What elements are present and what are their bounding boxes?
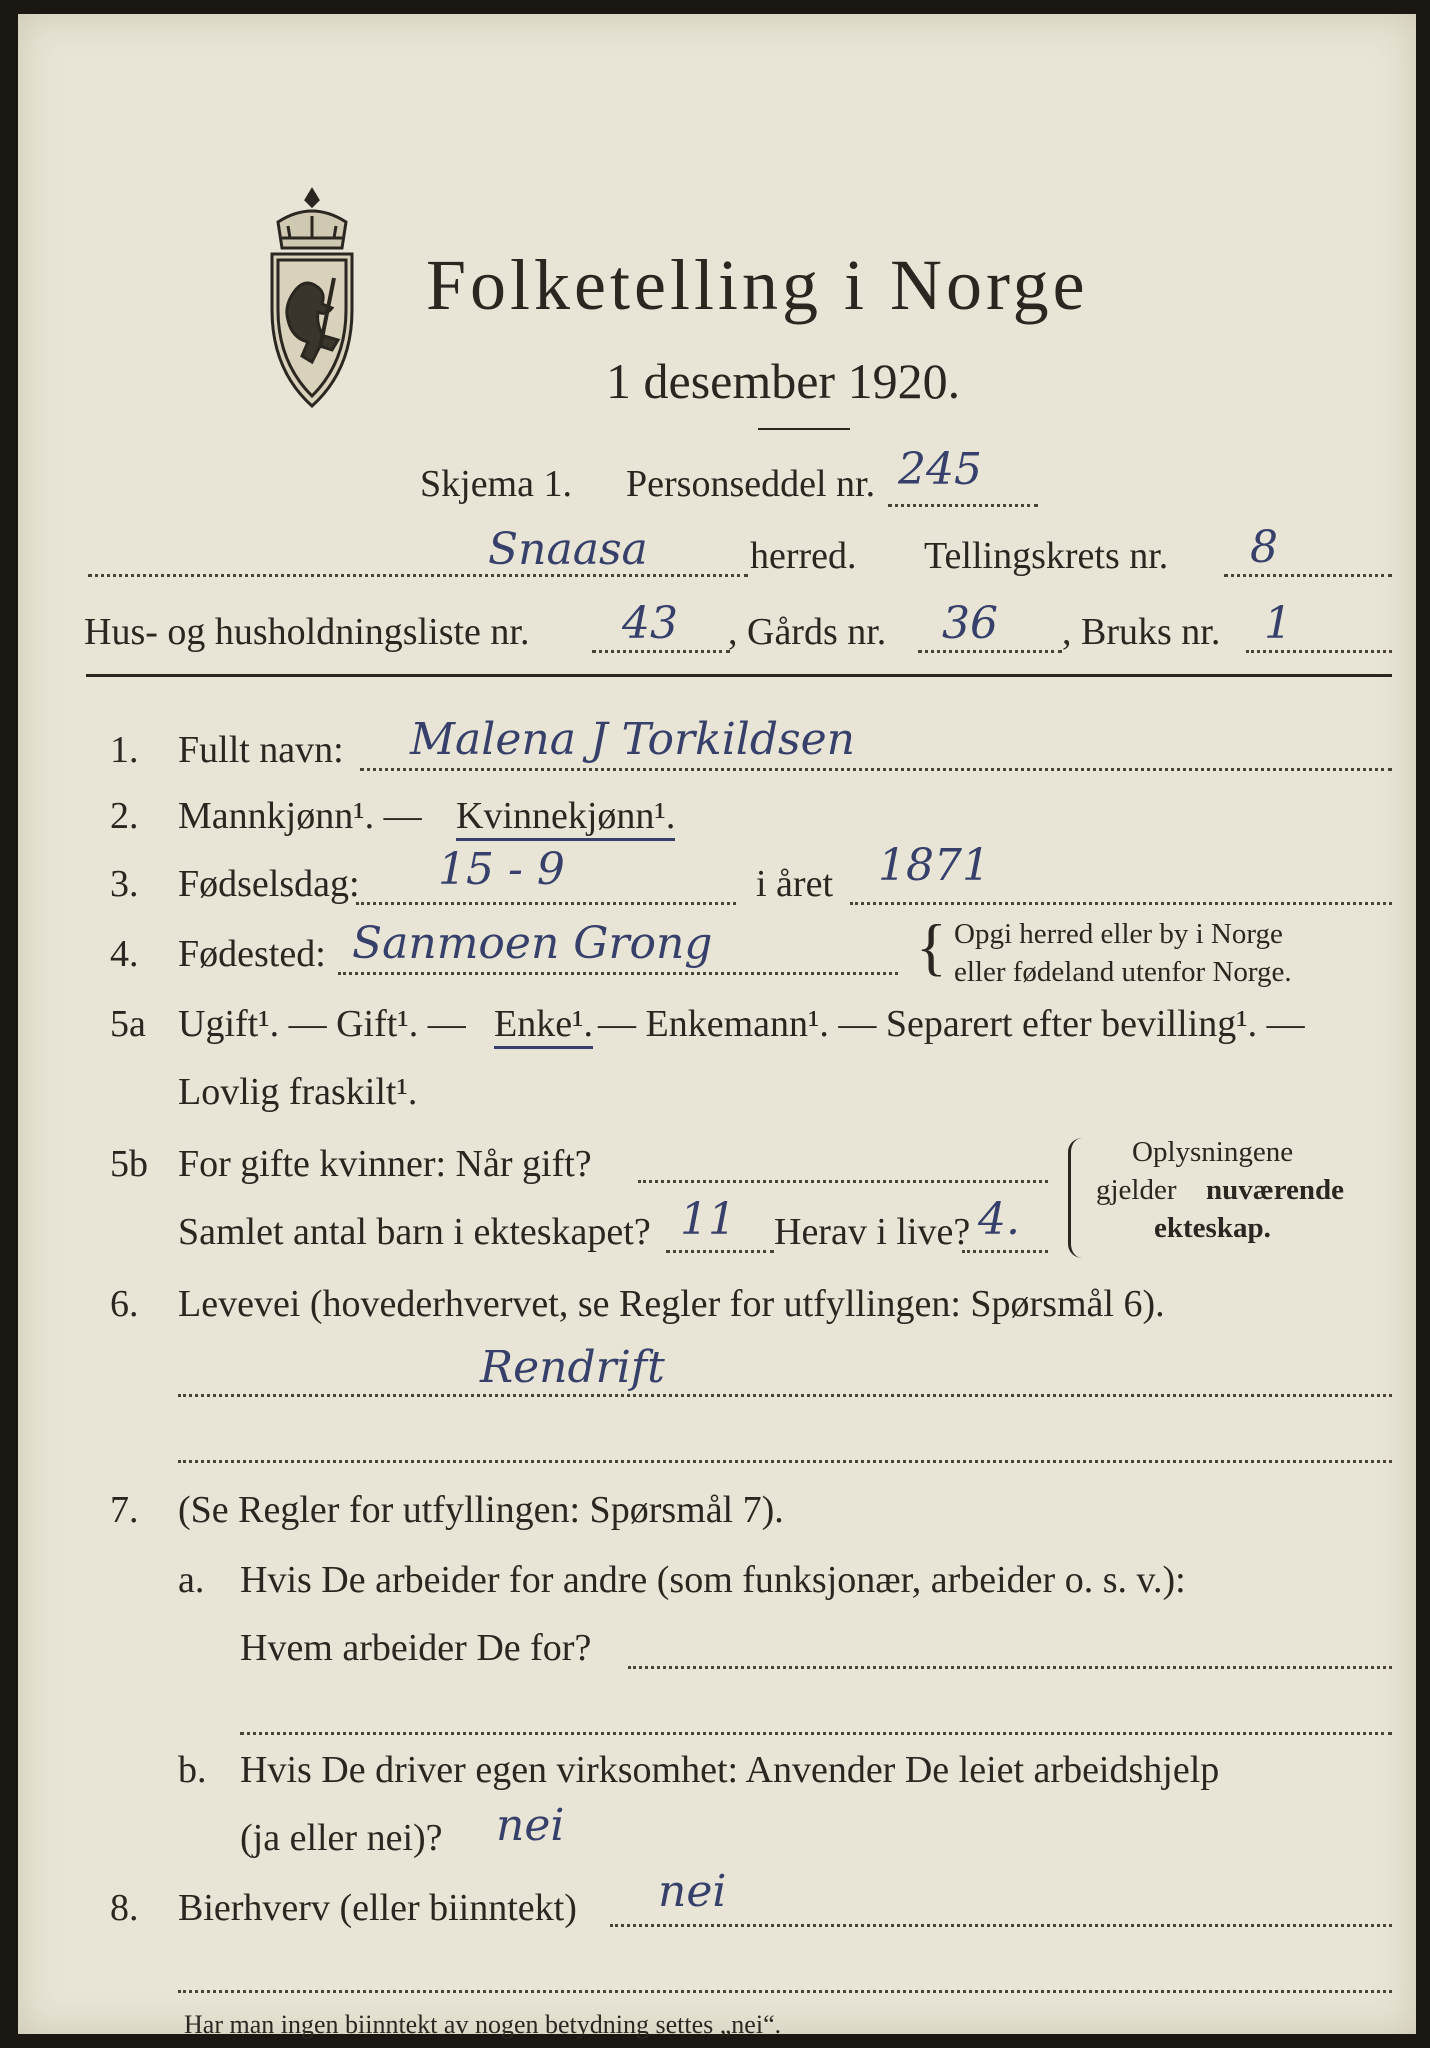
personseddel-label: Personseddel nr. <box>626 463 876 505</box>
q3-label: Fødselsdag: <box>178 863 360 905</box>
q7a-line <box>628 1666 1392 1669</box>
q7a-line-1: Hvis De arbeider for andre (som funksjonær, arbeider o. s. v.): <box>240 1559 1186 1601</box>
hus-value: 43 <box>622 598 678 649</box>
personseddel-value: 245 <box>898 444 982 495</box>
q4-label: Fødested: <box>178 933 326 975</box>
q2-male: Mannkjønn¹. — <box>178 795 422 837</box>
q5a-line-1a: Ugift¹. — Gift¹. — <box>178 1003 466 1045</box>
skjema-label: Skjema 1. <box>420 463 572 505</box>
hus-label: Hus- og husholdningsliste nr. <box>84 611 530 653</box>
bruks-label: , Bruks nr. <box>1062 611 1221 653</box>
gards-line <box>918 650 1062 653</box>
q5a-line-2: Lovlig fraskilt¹. <box>178 1071 418 1113</box>
q6-value: Rendrift <box>480 1342 665 1393</box>
census-form <box>18 14 1416 2039</box>
footer-note: Har man ingen biinntekt av nogen betydning settes „nei“. <box>184 2010 782 2039</box>
q1-value: Malena J Torkildsen <box>410 714 855 765</box>
q8-line <box>610 1924 1392 1927</box>
bruks-line <box>1246 650 1392 653</box>
q7a-letter: a. <box>178 1559 205 1601</box>
q7b-line-1: Hvis De driver egen virksomhet: Anvender De leiet arbeidshjelp <box>240 1749 1220 1791</box>
q4-note-1: Opgi herred eller by i Norge <box>954 918 1283 950</box>
tellingskrets-value: 8 <box>1250 522 1278 573</box>
q2-number: 2. <box>110 795 139 837</box>
tellingskrets-line <box>1224 574 1392 577</box>
gards-label: , Gårds nr. <box>728 611 887 653</box>
q3-number: 3. <box>110 863 139 905</box>
q7-number: 7. <box>110 1489 139 1531</box>
q7a-line-extra <box>240 1732 1392 1735</box>
q7b-letter: b. <box>178 1749 207 1791</box>
hus-line <box>592 650 730 653</box>
q7-label: (Se Regler for utfyllingen: Spørsmål 7). <box>178 1489 784 1531</box>
census-date: 1 desember 1920. <box>606 353 961 409</box>
q5b-bracket <box>1068 1138 1085 1258</box>
q1-number: 1. <box>110 729 139 771</box>
q6-line-1 <box>178 1394 1392 1397</box>
q5b-label-2: Samlet antal barn i ekteskapet? <box>178 1211 651 1253</box>
q5a-line-1c: — Enkemann¹. — Separert efter bevilling¹. — <box>598 1003 1305 1045</box>
q1-line <box>360 768 1392 771</box>
q5a-enke-underlined: Enke¹. <box>494 1002 593 1049</box>
section-divider <box>86 674 1392 677</box>
q4-value: Sanmoen Grong <box>352 918 713 969</box>
q8-label: Bierhverv (eller biinntekt) <box>178 1887 577 1929</box>
q5a-number: 5a <box>110 1003 146 1045</box>
gards-value: 36 <box>942 598 998 649</box>
q5b-barn-line <box>666 1250 774 1253</box>
tellingskrets-label: Tellingskrets nr. <box>924 535 1169 577</box>
q5b-live-value: 4. <box>978 1194 1020 1245</box>
q3-line <box>356 902 736 905</box>
q5b-gift-line <box>638 1180 1048 1183</box>
q5b-label-1: For gifte kvinner: Når gift? <box>178 1143 592 1185</box>
q7a-line-2: Hvem arbeider De for? <box>240 1627 592 1669</box>
q8-number: 8. <box>110 1887 139 1929</box>
q8-line-extra <box>178 1990 1392 1993</box>
q3-year-label: i året <box>756 863 834 905</box>
q1-label: Fullt navn: <box>178 729 344 771</box>
q5b-live-line <box>962 1250 1048 1253</box>
q6-line-2 <box>178 1460 1392 1463</box>
bruks-value: 1 <box>1264 598 1292 649</box>
herred-line <box>88 574 748 577</box>
title-divider <box>758 428 850 430</box>
q3-year-value: 1871 <box>878 840 990 891</box>
q4-number: 4. <box>110 933 139 975</box>
q2-female-underlined: Kvinnekjønn¹. <box>456 794 675 841</box>
q5b-live-label: Herav i live? <box>774 1211 971 1253</box>
coat-of-arms-icon <box>248 182 376 418</box>
q7b-line-2: (ja eller nei)? <box>240 1817 443 1859</box>
q8-value: nei <box>658 1866 727 1917</box>
q5b-note-2b: nuværende <box>1206 1174 1345 1206</box>
q6-label: Levevei (hovederhvervet, se Regler for utfyllingen: Spørsmål 6). <box>178 1283 1165 1325</box>
herred-label: herred. <box>750 535 857 577</box>
q4-line <box>338 972 898 975</box>
q4-note-2: eller fødeland utenfor Norge. <box>954 956 1292 988</box>
q5b-note-3: ekteskap. <box>1154 1212 1271 1244</box>
q3-year-line <box>850 902 1392 905</box>
personseddel-line <box>888 504 1038 507</box>
q3-value: 15 - 9 <box>438 844 565 895</box>
q5b-barn-value: 11 <box>680 1194 736 1245</box>
q5b-number: 5b <box>110 1143 148 1185</box>
q5b-note-2a: gjelder <box>1096 1174 1177 1206</box>
q5b-note-1: Oplysningene <box>1132 1136 1294 1168</box>
form-title: Folketelling i Norge <box>426 245 1089 325</box>
q4-brace: { <box>916 911 947 982</box>
q6-number: 6. <box>110 1283 139 1325</box>
herred-value: Snaasa <box>488 524 648 575</box>
q7b-value: nei <box>496 1800 565 1851</box>
